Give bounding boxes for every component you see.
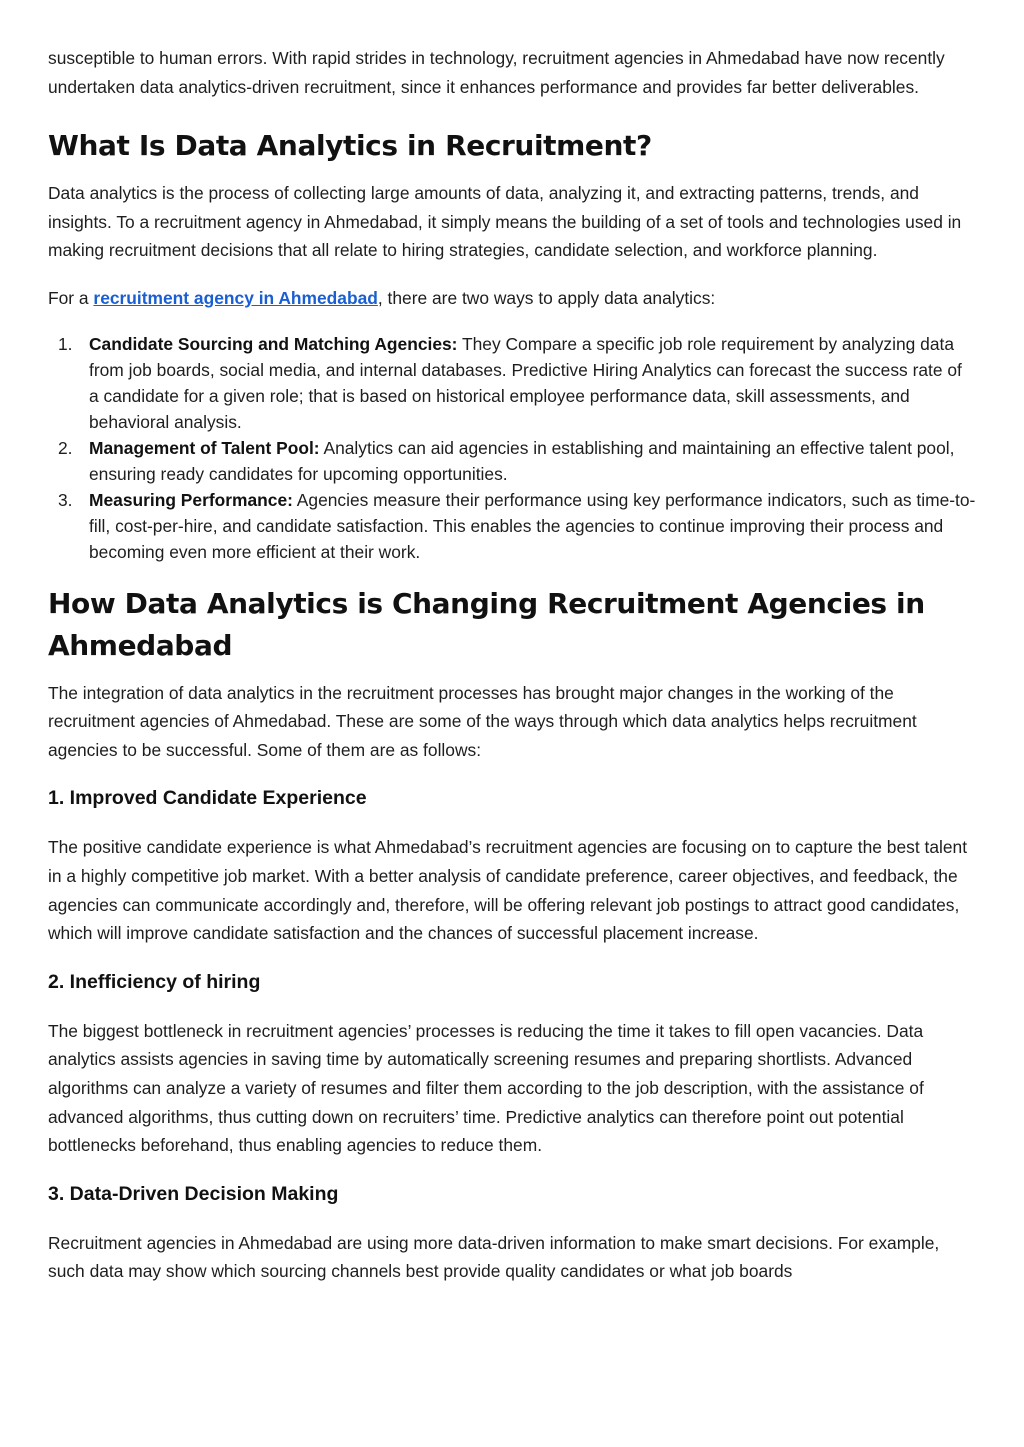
recruitment-agency-link[interactable]: recruitment agency in Ahmedabad <box>93 287 378 308</box>
intro-paragraph: susceptible to human errors. With rapid strides in technology, recruitment agencies in Ahmedabad have now recently undertaken data analytics-driven recruitment, since it enhances performance and provides far better deliverables. <box>48 48 945 97</box>
section1-lead-paragraph <box>48 284 976 313</box>
list-item <box>48 487 976 565</box>
list-item-number: 2. <box>58 437 73 458</box>
list-item-text: Agencies measure their performance using key performance indicators, such as time-to-fill, cost-per-hire, and candidate satisfaction. This enables the agencies to continue improving their process and becoming even more efficient at their work. <box>89 489 976 562</box>
subsection-paragraph-candidate-experience: The positive candidate experience is what Ahmedabad’s recruitment agencies are focusing on to capture the best talent in a highly competitive job market. With a better analysis of candidate preference, career objectives, and feedback, the agencies can communicate accordingly and, therefore, will be offering relevant job postings to attract good candidates, which will improve candidate satisfaction and the chances of successful placement increase. <box>48 837 968 944</box>
list-item-number: 1. <box>58 333 73 354</box>
list-item-text: Analytics can aid agencies in establishing and maintaining an effective talent pool, ensuring ready candidates for upcoming opportunities. <box>89 437 955 484</box>
section2-paragraph: The integration of data analytics in the recruitment processes has brought major changes in the working of the recruitment agencies of Ahmedabad. These are some of the ways through which data analytics helps recruitment agencies to be successful. Some of them are as follows: <box>48 682 917 760</box>
analytics-ways-list <box>48 331 976 565</box>
lead-text-before: For a <box>48 287 94 308</box>
subsection-heading-inefficiency-of-hiring: 2. Inefficiency of hiring <box>48 970 261 993</box>
list-item <box>48 435 976 487</box>
section1-paragraph: Data analytics is the process of collecting large amounts of data, analyzing it, and extracting patterns, trends, and insights. To a recruitment agency in Ahmedabad, it simply means the building of a set of tools and technologies used in making recruitment decisions that all relate to hiring strategies, candidate selection, and workforce planning. <box>48 183 962 261</box>
subsection-paragraph-inefficiency-of-hiring: The biggest bottleneck in recruitment agencies’ processes is reducing the time it takes to fill open vacancies. Data analytics assists agencies in saving time by automatically screening resumes and preparing shortlists. Advanced algorithms can analyze a variety of resumes and filter them according to the job description, with the assistance of advanced algorithms, thus cutting down on recruiters’ time. Predictive analytics can therefore point out potential bottlenecks beforehand, thus enabling agencies to reduce them. <box>48 1020 924 1156</box>
subsection-heading-data-driven-decisions: 3. Data-Driven Decision Making <box>48 1182 339 1205</box>
lead-text-after: , there are two ways to apply data analytics: <box>377 287 716 308</box>
subsection-paragraph-data-driven-decisions: Recruitment agencies in Ahmedabad are using more data-driven information to make smart decisions. For example, such data may show which sourcing channels best provide quality candidates or what job boards <box>48 1232 940 1282</box>
subsection-heading-candidate-experience: 1. Improved Candidate Experience <box>48 787 367 810</box>
list-item-title: Measuring Performance: <box>89 489 293 510</box>
section-heading-what-is-data-analytics: What Is Data Analytics in Recruitment? <box>48 129 652 163</box>
list-item-number: 3. <box>58 489 73 510</box>
list-item-title: Candidate Sourcing and Matching Agencies: <box>89 333 458 354</box>
list-item-title: Management of Talent Pool: <box>89 437 320 458</box>
list-item <box>48 331 976 435</box>
section-heading-how-data-analytics-changing: How Data Analytics is Changing Recruitment Agencies in Ahmedabad <box>48 586 925 662</box>
list-item-text: They Compare a specific job role requirement by analyzing data from job boards, social media, and internal databases. Predictive Hiring Analytics can forecast the success rate of a candidate for a given role; that is based on historical employee performance data, skill assessments, and behavioral analysis. <box>89 333 962 432</box>
